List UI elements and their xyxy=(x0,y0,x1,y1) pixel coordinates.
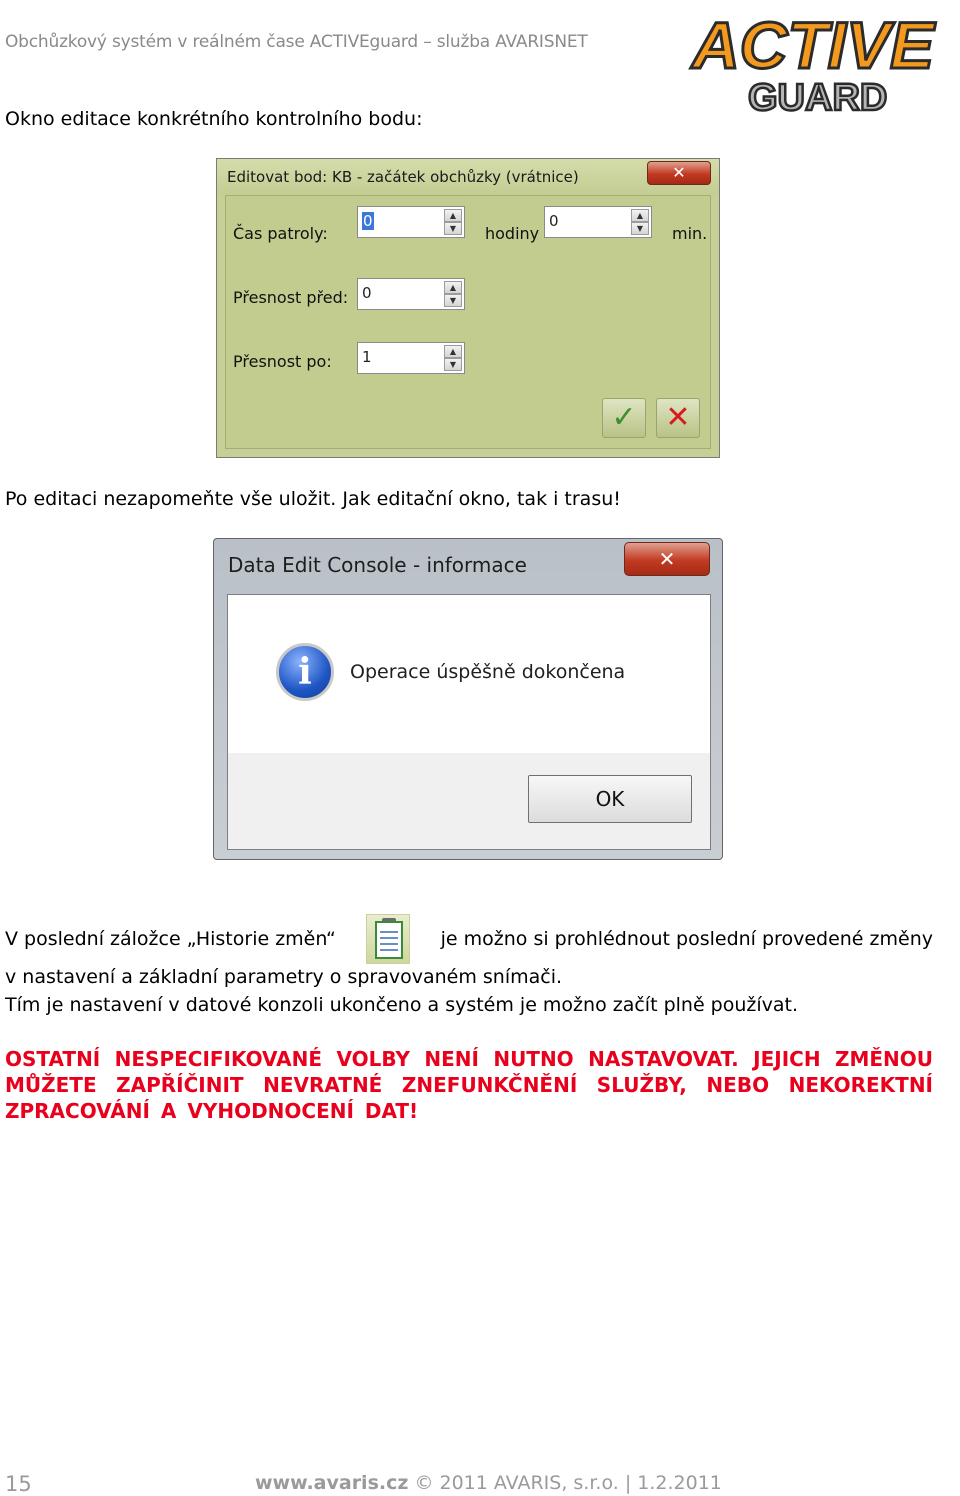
activeguard-logo xyxy=(686,6,958,118)
decrement-icon[interactable]: ▼ xyxy=(444,222,462,235)
increment-icon[interactable]: ▲ xyxy=(444,281,462,294)
increment-icon[interactable]: ▲ xyxy=(444,209,462,222)
patrol-minutes-stepper[interactable] xyxy=(544,206,652,238)
cancel-button[interactable] xyxy=(656,398,700,438)
history-text-line2: v nastavení a základní parametry o spravovaném snímači. xyxy=(5,966,563,988)
cross-icon: ✕ xyxy=(665,400,691,435)
precision-after-label: Přesnost po: xyxy=(233,352,332,371)
patrol-minutes-value[interactable]: 0 xyxy=(549,212,559,230)
completion-text: Tím je nastavení v datové konzoli ukončeno a systém je možno začít plně používat. xyxy=(5,994,799,1016)
precision-before-stepper[interactable] xyxy=(357,278,465,310)
info-icon: i xyxy=(276,643,334,701)
close-button[interactable] xyxy=(647,161,711,185)
info-dialog xyxy=(213,538,723,860)
edit-point-dialog xyxy=(216,158,720,458)
save-reminder-text: Po editaci nezapomeňte vše uložit. Jak editační okno, tak i trasu! xyxy=(5,488,621,510)
precision-before-value[interactable]: 0 xyxy=(362,284,372,302)
confirm-button[interactable] xyxy=(602,398,646,438)
info-message: Operace úspěšně dokončena xyxy=(350,661,626,683)
hours-label: hodiny xyxy=(485,224,540,243)
dialog-titlebar xyxy=(217,159,719,195)
precision-after-stepper[interactable] xyxy=(357,342,465,374)
footer-website[interactable]: www.avaris.cz xyxy=(255,1472,409,1494)
close-button[interactable] xyxy=(624,542,710,576)
checkmark-icon: ✓ xyxy=(611,400,637,435)
page-number: 15 xyxy=(5,1472,32,1496)
history-text-start: V poslední záložce „Historie změn“ xyxy=(5,928,336,950)
dialog-title: Editovat bod: KB - začátek obchůzky (vrátnice) xyxy=(227,168,579,186)
footer xyxy=(255,1472,722,1494)
patrol-hours-stepper[interactable] xyxy=(357,206,465,238)
intro-text: Okno editace konkrétního kontrolního bodu: xyxy=(5,108,423,130)
increment-icon[interactable]: ▲ xyxy=(444,345,462,358)
precision-before-label: Přesnost před: xyxy=(233,288,349,307)
patrol-time-label: Čas patroly: xyxy=(233,224,328,243)
dialog-title: Data Edit Console - informace xyxy=(228,553,527,577)
precision-after-value[interactable]: 1 xyxy=(362,348,372,366)
clipboard-history-icon xyxy=(366,914,410,964)
decrement-icon[interactable]: ▼ xyxy=(631,222,649,235)
decrement-icon[interactable]: ▼ xyxy=(444,294,462,307)
document-header: Obchůzkový systém v reálném čase ACTIVEguard – služba AVARISNET xyxy=(5,32,588,52)
minutes-label: min. xyxy=(672,224,708,243)
message-area xyxy=(228,595,710,753)
dialog-body xyxy=(225,195,711,449)
dialog-client-area xyxy=(227,594,711,850)
close-icon: ✕ xyxy=(658,547,676,571)
close-icon: ✕ xyxy=(672,163,686,182)
patrol-hours-value[interactable]: 0 xyxy=(363,212,373,230)
footer-copyright: © 2011 AVARIS, s.r.o. | 1.2.2011 xyxy=(414,1472,722,1494)
history-text-end: je možno si prohlédnout poslední provedené změny xyxy=(440,928,933,950)
history-paragraph xyxy=(5,914,933,990)
logo-line1: ACTIVE xyxy=(692,8,935,82)
decrement-icon[interactable]: ▼ xyxy=(444,358,462,371)
warning-text: OSTATNÍ NESPECIFIKOVANÉ VOLBY NENÍ NUTNO NASTAVOVAT. JEJICH ZMĚNOU MŮŽETE ZAPŘÍČINIT NEVRATNÉ ZNEFUNKČNĚNÍ SLUŽBY, NEBO NEKOREKTNÍ ZPRACOVÁNÍ A VYHODNOCENÍ DAT! xyxy=(5,1047,933,1123)
increment-icon[interactable]: ▲ xyxy=(631,209,649,222)
logo-line2: GUARD xyxy=(748,77,888,118)
ok-button[interactable]: OK xyxy=(528,775,692,823)
